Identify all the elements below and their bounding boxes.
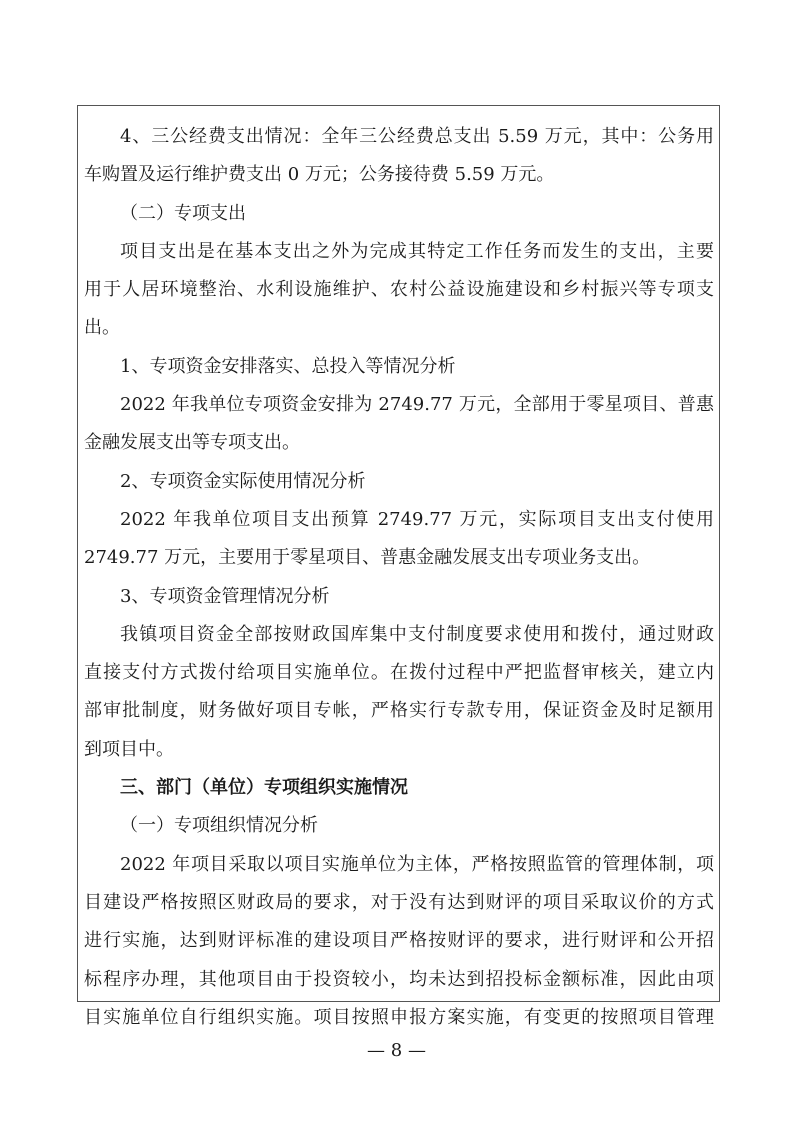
paragraph-line: 2022 年我单位专项资金安排为 2749.77 万元，全部用于零星项目、普惠 (120, 394, 714, 416)
paragraph-line: 4、三公经费支出情况：全年三公经费总支出 5.59 万元，其中：公务用 (120, 126, 714, 147)
body-text (84, 118, 714, 1037)
paragraph-line: 项目支出是在基本支出之外为完成其特定工作任务而发生的支出，主要 (120, 240, 714, 262)
paragraph-line: 2022 年我单位项目支出预算 2749.77 万元，实际项目支出支付使用 (120, 508, 714, 530)
paragraph-line: 标程序办理，其他项目由于投资较小，均未达到招投标金额标准，因此由项 (84, 968, 714, 990)
subheading: 1、专项资金安排落实、总投入等情况分析 (120, 355, 456, 377)
paragraph-line: 金融发展支出等专项支出。 (84, 432, 300, 454)
paragraph-line: 我镇项目资金全部按财政国库集中支付制度要求使用和拨付，通过财政 (120, 623, 714, 645)
paragraph-line: 出。 (84, 317, 120, 339)
paragraph-line: 2022 年项目采取以项目实施单位为主体，严格按照监管的管理体制，项 (120, 853, 714, 875)
paragraph-line: 车购置及运行维护费支出 0 万元；公务接待费 5.59 万元。 (84, 164, 555, 186)
paragraph-line: 部审批制度，财务做好项目专帐，严格实行专款专用，保证资金及时足额用 (84, 700, 714, 722)
subheading: 2、专项资金实际使用情况分析 (120, 470, 366, 492)
content-frame (77, 105, 720, 1028)
paragraph-line: 目实施单位自行组织实施。项目按照申报方案实施，有变更的按照项目管理 (84, 1006, 714, 1028)
paragraph-line: 用于人居环境整治、水利设施维护、农村公益设施建设和乡村振兴等专项支 (84, 279, 714, 301)
paragraph-line: 2749.77 万元，主要用于零星项目、普惠金融发展支出专项业务支出。 (84, 547, 651, 569)
paragraph-line: 进行实施，达到财评标准的建设项目严格按财评的要求，进行财评和公开招 (84, 930, 714, 952)
subheading: （二）专项支出 (120, 202, 246, 224)
page-number: — 8 — (367, 1040, 426, 1061)
paragraph-line: 直接支付方式拨付给项目实施单位。在拨付过程中严把监督审核关，建立内 (84, 662, 714, 684)
subheading: 3、专项资金管理情况分析 (120, 585, 330, 607)
subheading: （一）专项组织情况分析 (120, 815, 318, 837)
paragraph-line: 目建设严格按照区财政局的要求，对于没有达到财评的项目采取议价的方式 (84, 891, 714, 913)
section-heading: 三、部门（单位）专项组织实施情况 (120, 777, 408, 799)
paragraph-line: 到项目中。 (84, 738, 174, 760)
